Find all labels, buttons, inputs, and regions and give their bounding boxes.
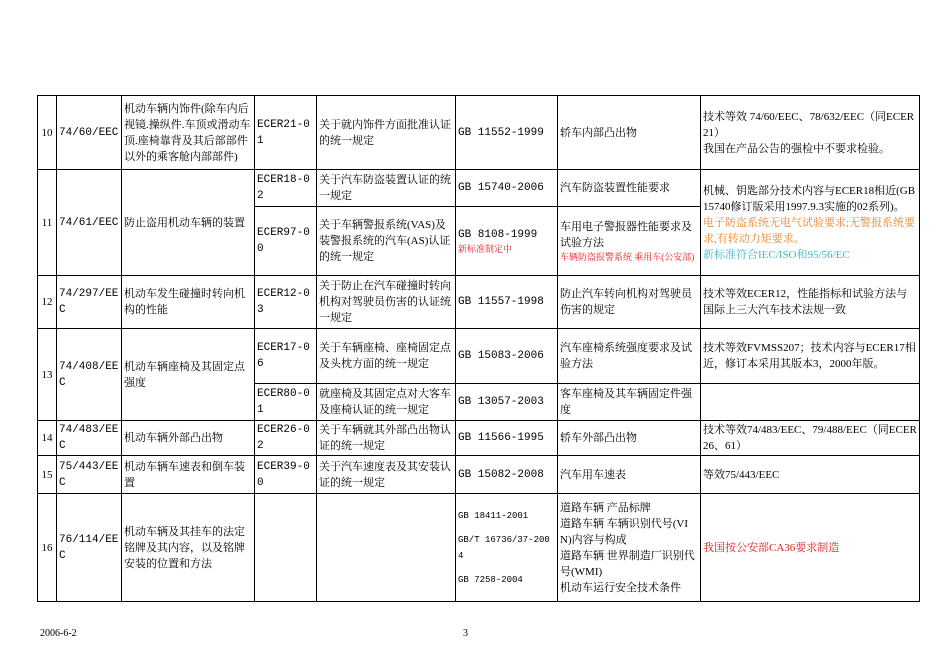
row-number: 13 xyxy=(38,329,57,421)
remark-line-teal: 新标准符合IEC/ISO和95/56/EC xyxy=(703,248,850,261)
gb-standard-number: GB 7258-2004 xyxy=(458,574,523,585)
ecer-number: ECER12-03 xyxy=(255,276,317,329)
table-row xyxy=(38,421,920,456)
ecer-number: ECER26-02 xyxy=(255,421,317,456)
gb-title-text: 道路车辆 产品标牌 xyxy=(560,501,651,514)
row-number: 10 xyxy=(38,96,57,170)
gb-standard-number: GB/T 16736/37-2004 xyxy=(458,534,550,561)
remark xyxy=(701,96,920,170)
subject: 机动车辆及其挂车的法定铭牌及其内容，以及铭牌安装的位置和方法 xyxy=(122,494,255,602)
table-row xyxy=(38,456,920,494)
gb-title-note: 车辆防盗报警系统 乘用车(公安部) xyxy=(560,252,695,262)
ecer-title: 就座椅及其固定点对大客车及座椅认证的统一规定 xyxy=(317,384,456,421)
ecer-number: ECER21-01 xyxy=(255,96,317,170)
ecer-number: ECER17-06 xyxy=(255,329,317,384)
remark-line: 我国在产品公告的强检中不要求检验。 xyxy=(703,142,890,155)
subject: 机动车辆内饰件(除车内后视镜.操纵件.车顶或滑动车顶.座椅靠背及其后部部件以外的乘客舱内部部件) xyxy=(122,96,255,170)
gb-title: 防止汽车转向机构对驾驶员伤害的规定 xyxy=(558,276,701,329)
gb-title-text: 道路车辆 世界制造厂识别代号(WMI) xyxy=(560,549,695,578)
remark xyxy=(701,170,920,276)
gb-title-text: 机动车运行安全技术条件 xyxy=(560,581,681,594)
ecer-number: ECER80-01 xyxy=(255,384,317,421)
ecer-title: 关于防止在汽车碰撞时转向机构对驾驶员伤害的认证统一规定 xyxy=(317,276,456,329)
ecer-number: ECER39-00 xyxy=(255,456,317,494)
ecer-title: 关于车辆就其外部凸出物认证的统一规定 xyxy=(317,421,456,456)
gb-standard: GB 11552-1999 xyxy=(456,96,558,170)
gb-standard: GB 11566-1995 xyxy=(456,421,558,456)
gb-title xyxy=(558,494,701,602)
gb-standard: GB 15082-2008 xyxy=(456,456,558,494)
eec-directive: 75/443/EEC xyxy=(57,456,122,494)
subject: 防止盗用机动车辆的装置 xyxy=(122,170,255,276)
ecer-number xyxy=(255,494,317,602)
gb-standard: GB 15083-2006 xyxy=(456,329,558,384)
gb-standard xyxy=(456,207,558,276)
eec-directive: 74/483/EEC xyxy=(57,421,122,456)
subject: 机动车辆外部凸出物 xyxy=(122,421,255,456)
gb-standard: GB 11557-1998 xyxy=(456,276,558,329)
table-row xyxy=(38,96,920,170)
ecer-title-empty xyxy=(317,494,456,602)
gb-note: 新标准制定中 xyxy=(458,244,513,254)
remark: 技术等效ECER12，性能指标和试验方法与国际上三大汽车技术法规一致 xyxy=(701,276,920,329)
ecer-title: 关于车辆座椅、座椅固定点及头枕方面的统一规定 xyxy=(317,329,456,384)
table-row xyxy=(38,276,920,329)
eec-directive: 76/114/EEC xyxy=(57,494,122,602)
gb-title-text: 道路车辆 车辆识别代号(VIN)内容与构成 xyxy=(560,517,689,546)
eec-directive: 74/297/EEC xyxy=(57,276,122,329)
table-row xyxy=(38,494,920,602)
eec-directive: 74/60/EEC xyxy=(57,96,122,170)
remark-red: 我国按公安部CA36要求制造 xyxy=(701,494,920,602)
gb-title: 客车座椅及其车辆固定件强度 xyxy=(558,384,701,421)
gb-title: 汽车座椅系统强度要求及试验方法 xyxy=(558,329,701,384)
gb-standard: GB 15740-2006 xyxy=(456,170,558,207)
ecer-title: 关于就内饰件方面批准认证的统一规定 xyxy=(317,96,456,170)
table-row xyxy=(38,170,920,207)
gb-title: 轿车外部凸出物 xyxy=(558,421,701,456)
gb-title: 轿车内部凸出物 xyxy=(558,96,701,170)
remark: 技术等效74/483/EEC、79/488/EEC（同ECER26、61） xyxy=(701,421,920,456)
gb-title xyxy=(558,207,701,276)
ecer-title: 关于车辆警报系统(VAS)及装警报系统的汽车(AS)认证的统一规定 xyxy=(317,207,456,276)
row-number: 11 xyxy=(38,170,57,276)
subject: 机动车发生碰撞时转向机构的性能 xyxy=(122,276,255,329)
eec-directive: 74/61/EEC xyxy=(57,170,122,276)
remark: 等效75/443/EEC xyxy=(701,456,920,494)
gb-title-text: 车用电子警报器性能要求及试验方法 xyxy=(560,221,692,249)
gb-standard-number: GB 18411-2001 xyxy=(458,510,529,521)
row-number: 15 xyxy=(38,456,57,494)
ecer-title: 关于汽车速度表及其安装认证的统一规定 xyxy=(317,456,456,494)
ecer-number: ECER18-02 xyxy=(255,170,317,207)
gb-title: 汽车用车速表 xyxy=(558,456,701,494)
gb-standard: GB 13057-2003 xyxy=(456,384,558,421)
remark-line-orange: 电子防盗系统无电气试验要求;无警报系统要求,有转动力矩要求。 xyxy=(703,216,916,245)
page-number: 3 xyxy=(463,628,468,639)
row-number: 14 xyxy=(38,421,57,456)
table-row xyxy=(38,329,920,384)
remark-line: 技术等效 74/60/EEC、78/632/EEC（同ECER21） xyxy=(703,110,915,139)
ecer-number: ECER97-00 xyxy=(255,207,317,276)
regulation-comparison-table xyxy=(37,95,920,602)
row-number: 12 xyxy=(38,276,57,329)
remark: 技术等效FVMSS207；技术内容与ECER17相近，修订本采用其版本3，2000年版。 xyxy=(701,329,920,384)
eec-directive: 74/408/EEC xyxy=(57,329,122,421)
remark-line: 机械、钥匙部分技术内容与ECER18相近(GB 15740修订版采用1997.9.3实施的02系列)。 xyxy=(703,184,916,213)
gb-standard xyxy=(456,494,558,602)
subject: 机动车辆车速表和倒车装置 xyxy=(122,456,255,494)
gb-standard-number: GB 8108-1999 xyxy=(458,229,538,241)
footer-date: 2006-6-2 xyxy=(40,628,77,639)
ecer-title: 关于汽车防盗装置认证的统一规定 xyxy=(317,170,456,207)
subject: 机动车辆座椅及其固定点强度 xyxy=(122,329,255,421)
gb-title: 汽车防盗装置性能要求 xyxy=(558,170,701,207)
row-number: 16 xyxy=(38,494,57,602)
remark-empty xyxy=(701,384,920,421)
